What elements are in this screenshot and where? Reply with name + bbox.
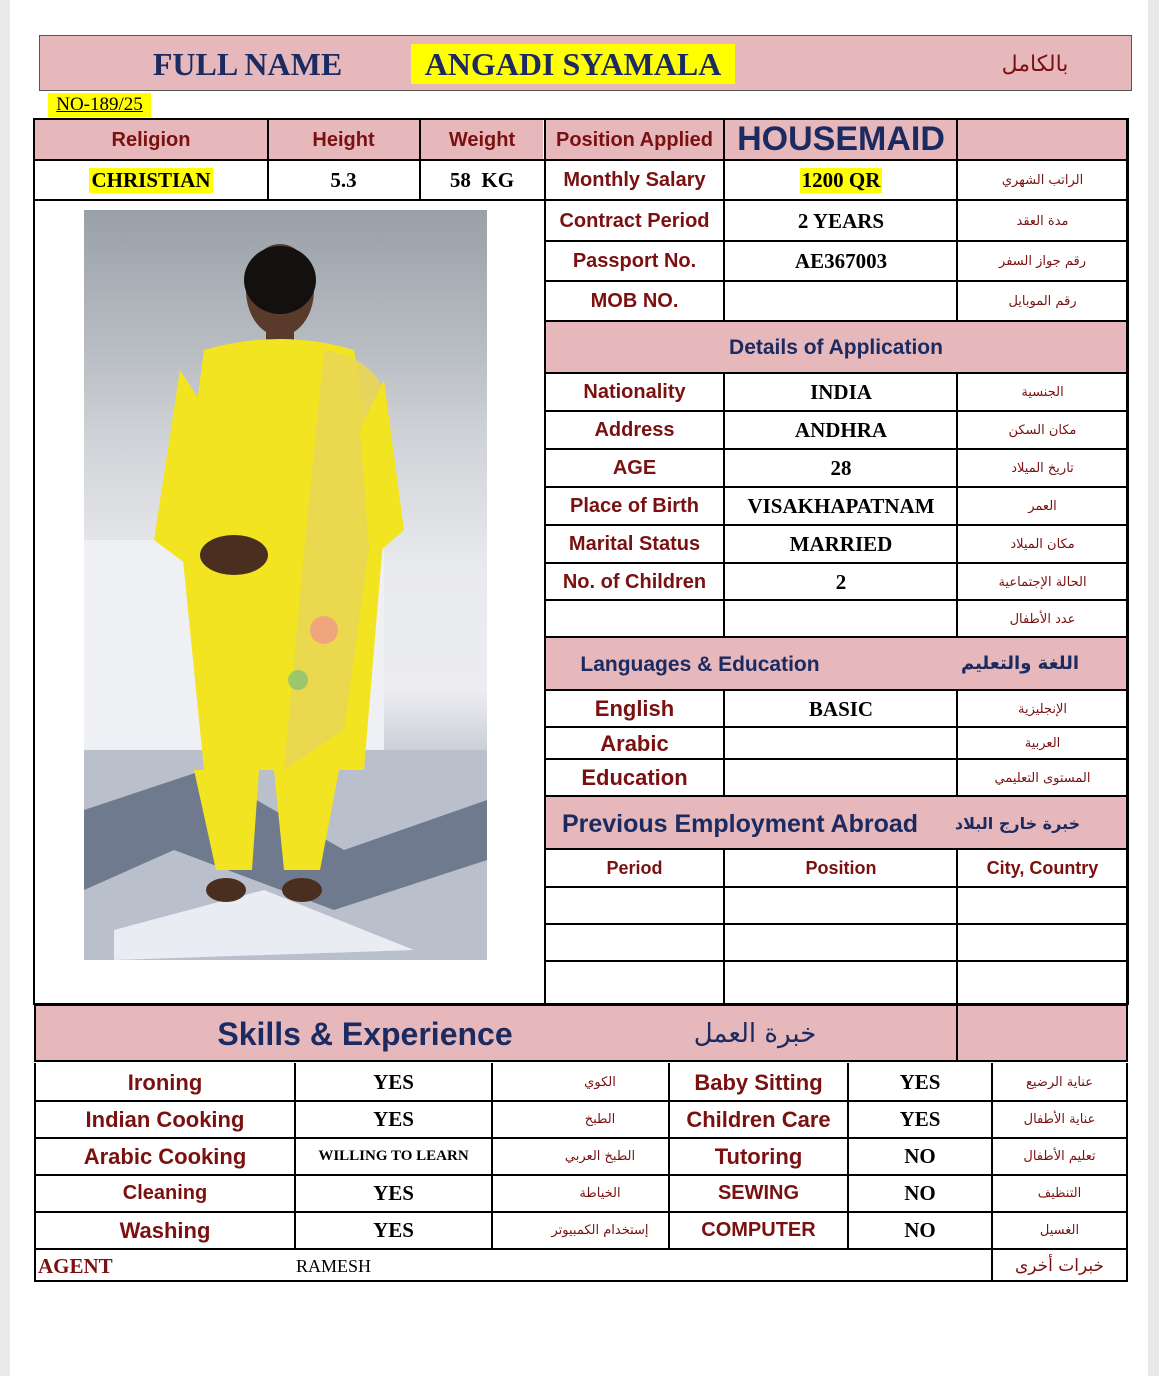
age-arabic: تاريخ الميلاد bbox=[1011, 461, 1074, 476]
skill-children-care-arabic: عناية الأطفال bbox=[1023, 1112, 1096, 1127]
skill-children-care-value: YES bbox=[899, 1107, 941, 1131]
skill-washing-arabic: إستخدام الكمبيوتر bbox=[551, 1223, 649, 1238]
skill-sewing-value: NO bbox=[904, 1181, 936, 1205]
english-label: English bbox=[594, 696, 675, 721]
languages-title-arabic: اللغة والتعليم bbox=[960, 652, 1080, 674]
marital-status-value: MARRIED bbox=[789, 532, 893, 556]
skill-cleaning-arabic: الخياطة bbox=[579, 1186, 621, 1201]
children-arabic: الحالة الإجتماعية bbox=[998, 574, 1087, 590]
skill-cleaning-value: YES bbox=[373, 1181, 414, 1205]
skill-tutoring-value: NO bbox=[904, 1144, 936, 1168]
skill-baby-sitting-arabic: عناية الرضيع bbox=[1026, 1075, 1093, 1090]
monthly-salary-label: Monthly Salary bbox=[563, 169, 706, 191]
position-applied-label: Position Applied bbox=[555, 128, 714, 151]
place-of-birth-arabic: العمر bbox=[1028, 499, 1057, 514]
skill-indian-cooking-value: YES bbox=[373, 1107, 414, 1131]
skill-tutoring-arabic: تعليم الأطفال bbox=[1023, 1149, 1096, 1164]
skill-cleaning-label: Cleaning bbox=[122, 1182, 208, 1204]
contract-period-value: 2 YEARS bbox=[797, 208, 885, 233]
weight-value: 58 KG bbox=[449, 168, 515, 192]
address-label: Address bbox=[594, 419, 675, 441]
skill-ironing-label: Ironing bbox=[127, 1069, 203, 1095]
skill-indian-cooking-arabic: الطبخ bbox=[584, 1112, 616, 1127]
skill-washing-value: YES bbox=[373, 1218, 414, 1242]
nationality-label: Nationality bbox=[583, 381, 686, 403]
applicant-photo bbox=[84, 210, 487, 960]
skills-title: Skills & Experience bbox=[217, 1015, 513, 1052]
mobile-arabic: رقم الموبايل bbox=[1008, 293, 1077, 309]
agent-value: RAMESH bbox=[296, 1256, 372, 1276]
other-experience-arabic: خبرات أخرى bbox=[1014, 1256, 1105, 1276]
employment-title-arabic: خبرة خارج البلاد bbox=[954, 813, 1081, 833]
nationality-arabic: الجنسية bbox=[1021, 385, 1064, 400]
mobile-value bbox=[725, 282, 957, 320]
age-label: AGE bbox=[612, 457, 657, 479]
contract-period-arabic: مدة العقد bbox=[1016, 213, 1069, 229]
reference-number: NO-189/25 bbox=[48, 93, 151, 117]
skill-washing-label: Washing bbox=[119, 1217, 211, 1243]
skill-arabic-cooking-label: Arabic Cooking bbox=[83, 1143, 247, 1169]
skill-ironing-value: YES bbox=[373, 1070, 414, 1094]
employment-col-position: Position bbox=[805, 857, 877, 878]
contract-period-label: Contract Period bbox=[559, 209, 710, 232]
education-label: Education bbox=[581, 765, 688, 790]
education-arabic: المستوى التعليمي bbox=[994, 770, 1091, 786]
skill-arabic-cooking-value: WILLING TO LEARN bbox=[318, 1148, 469, 1164]
height-value: 5.3 bbox=[330, 168, 357, 192]
passport-value: AE367003 bbox=[794, 249, 888, 273]
skill-computer-arabic: الغسيل bbox=[1039, 1223, 1080, 1238]
skills-title-arabic: خبرة العمل bbox=[693, 1019, 817, 1049]
skill-tutoring-label: Tutoring bbox=[714, 1143, 803, 1169]
position-applied-value: HOUSEMAID bbox=[737, 119, 945, 158]
passport-arabic: رقم جواز السفر bbox=[999, 254, 1086, 269]
place-of-birth-label: Place of Birth bbox=[570, 495, 699, 517]
address-value: ANDHRA bbox=[794, 418, 888, 442]
nationality-value: INDIA bbox=[810, 380, 872, 404]
skill-baby-sitting-label: Baby Sitting bbox=[694, 1069, 823, 1095]
marital-status-label: Marital Status bbox=[568, 533, 701, 555]
monthly-salary-arabic: الراتب الشهري bbox=[1001, 173, 1084, 188]
skill-arabic-cooking-arabic: الطبخ العربي bbox=[564, 1149, 636, 1164]
blank-row-label bbox=[545, 601, 724, 637]
skill-ironing-arabic: الكوي bbox=[584, 1075, 616, 1090]
skill-children-care-label: Children Care bbox=[686, 1106, 831, 1132]
english-arabic: الإنجليزية bbox=[1017, 701, 1068, 717]
employment-col-period: Period bbox=[606, 857, 663, 878]
agent-label: AGENT bbox=[38, 1254, 113, 1278]
blank-row-arabic: عدد الأطفال bbox=[1009, 611, 1076, 627]
applicant-figure bbox=[84, 210, 487, 960]
children-value: 2 bbox=[835, 569, 847, 594]
skill-sewing-arabic: التنظيف bbox=[1037, 1186, 1082, 1201]
education-value bbox=[725, 760, 957, 796]
religion-value-cell bbox=[35, 161, 267, 200]
height-label: Height bbox=[312, 128, 375, 151]
employment-title: Previous Employment Abroad bbox=[561, 809, 919, 838]
children-label: No. of Children bbox=[562, 570, 707, 593]
marital-status-arabic: مكان الميلاد bbox=[1010, 537, 1075, 552]
english-value: BASIC bbox=[808, 696, 874, 721]
skill-computer-label: COMPUTER bbox=[701, 1219, 816, 1241]
skill-computer-value: NO bbox=[904, 1218, 936, 1242]
languages-title: Languages & Education bbox=[580, 653, 820, 676]
address-arabic: مكان السكن bbox=[1008, 423, 1077, 438]
religion-value: CHRISTIAN bbox=[91, 168, 211, 192]
arabic-arabic: العربية bbox=[1024, 736, 1061, 751]
age-value: 28 bbox=[830, 456, 852, 480]
skill-sewing-label: SEWING bbox=[717, 1182, 800, 1204]
monthly-salary-value: 1200 QR bbox=[801, 168, 881, 192]
passport-label: Passport No. bbox=[572, 250, 697, 272]
skill-indian-cooking-label: Indian Cooking bbox=[85, 1106, 245, 1132]
religion-label: Religion bbox=[111, 128, 191, 151]
full-name-value: ANGADI SYAMALA bbox=[411, 44, 735, 84]
employment-col-city-country: City, Country bbox=[986, 857, 1099, 878]
full-name-arabic: بالكامل bbox=[1001, 51, 1069, 77]
full-name-label: FULL NAME bbox=[152, 45, 343, 82]
place-of-birth-value: VISAKHAPATNAM bbox=[747, 494, 935, 518]
blank-row-value bbox=[725, 601, 957, 637]
skill-baby-sitting-value: YES bbox=[899, 1070, 941, 1094]
application-header: Details of Application bbox=[545, 321, 1127, 373]
arabic-value bbox=[725, 728, 957, 759]
arabic-label: Arabic bbox=[600, 730, 669, 756]
weight-label: Weight bbox=[448, 128, 516, 151]
mobile-label: MOB NO. bbox=[590, 289, 679, 312]
monthly-salary-cell bbox=[725, 161, 957, 200]
